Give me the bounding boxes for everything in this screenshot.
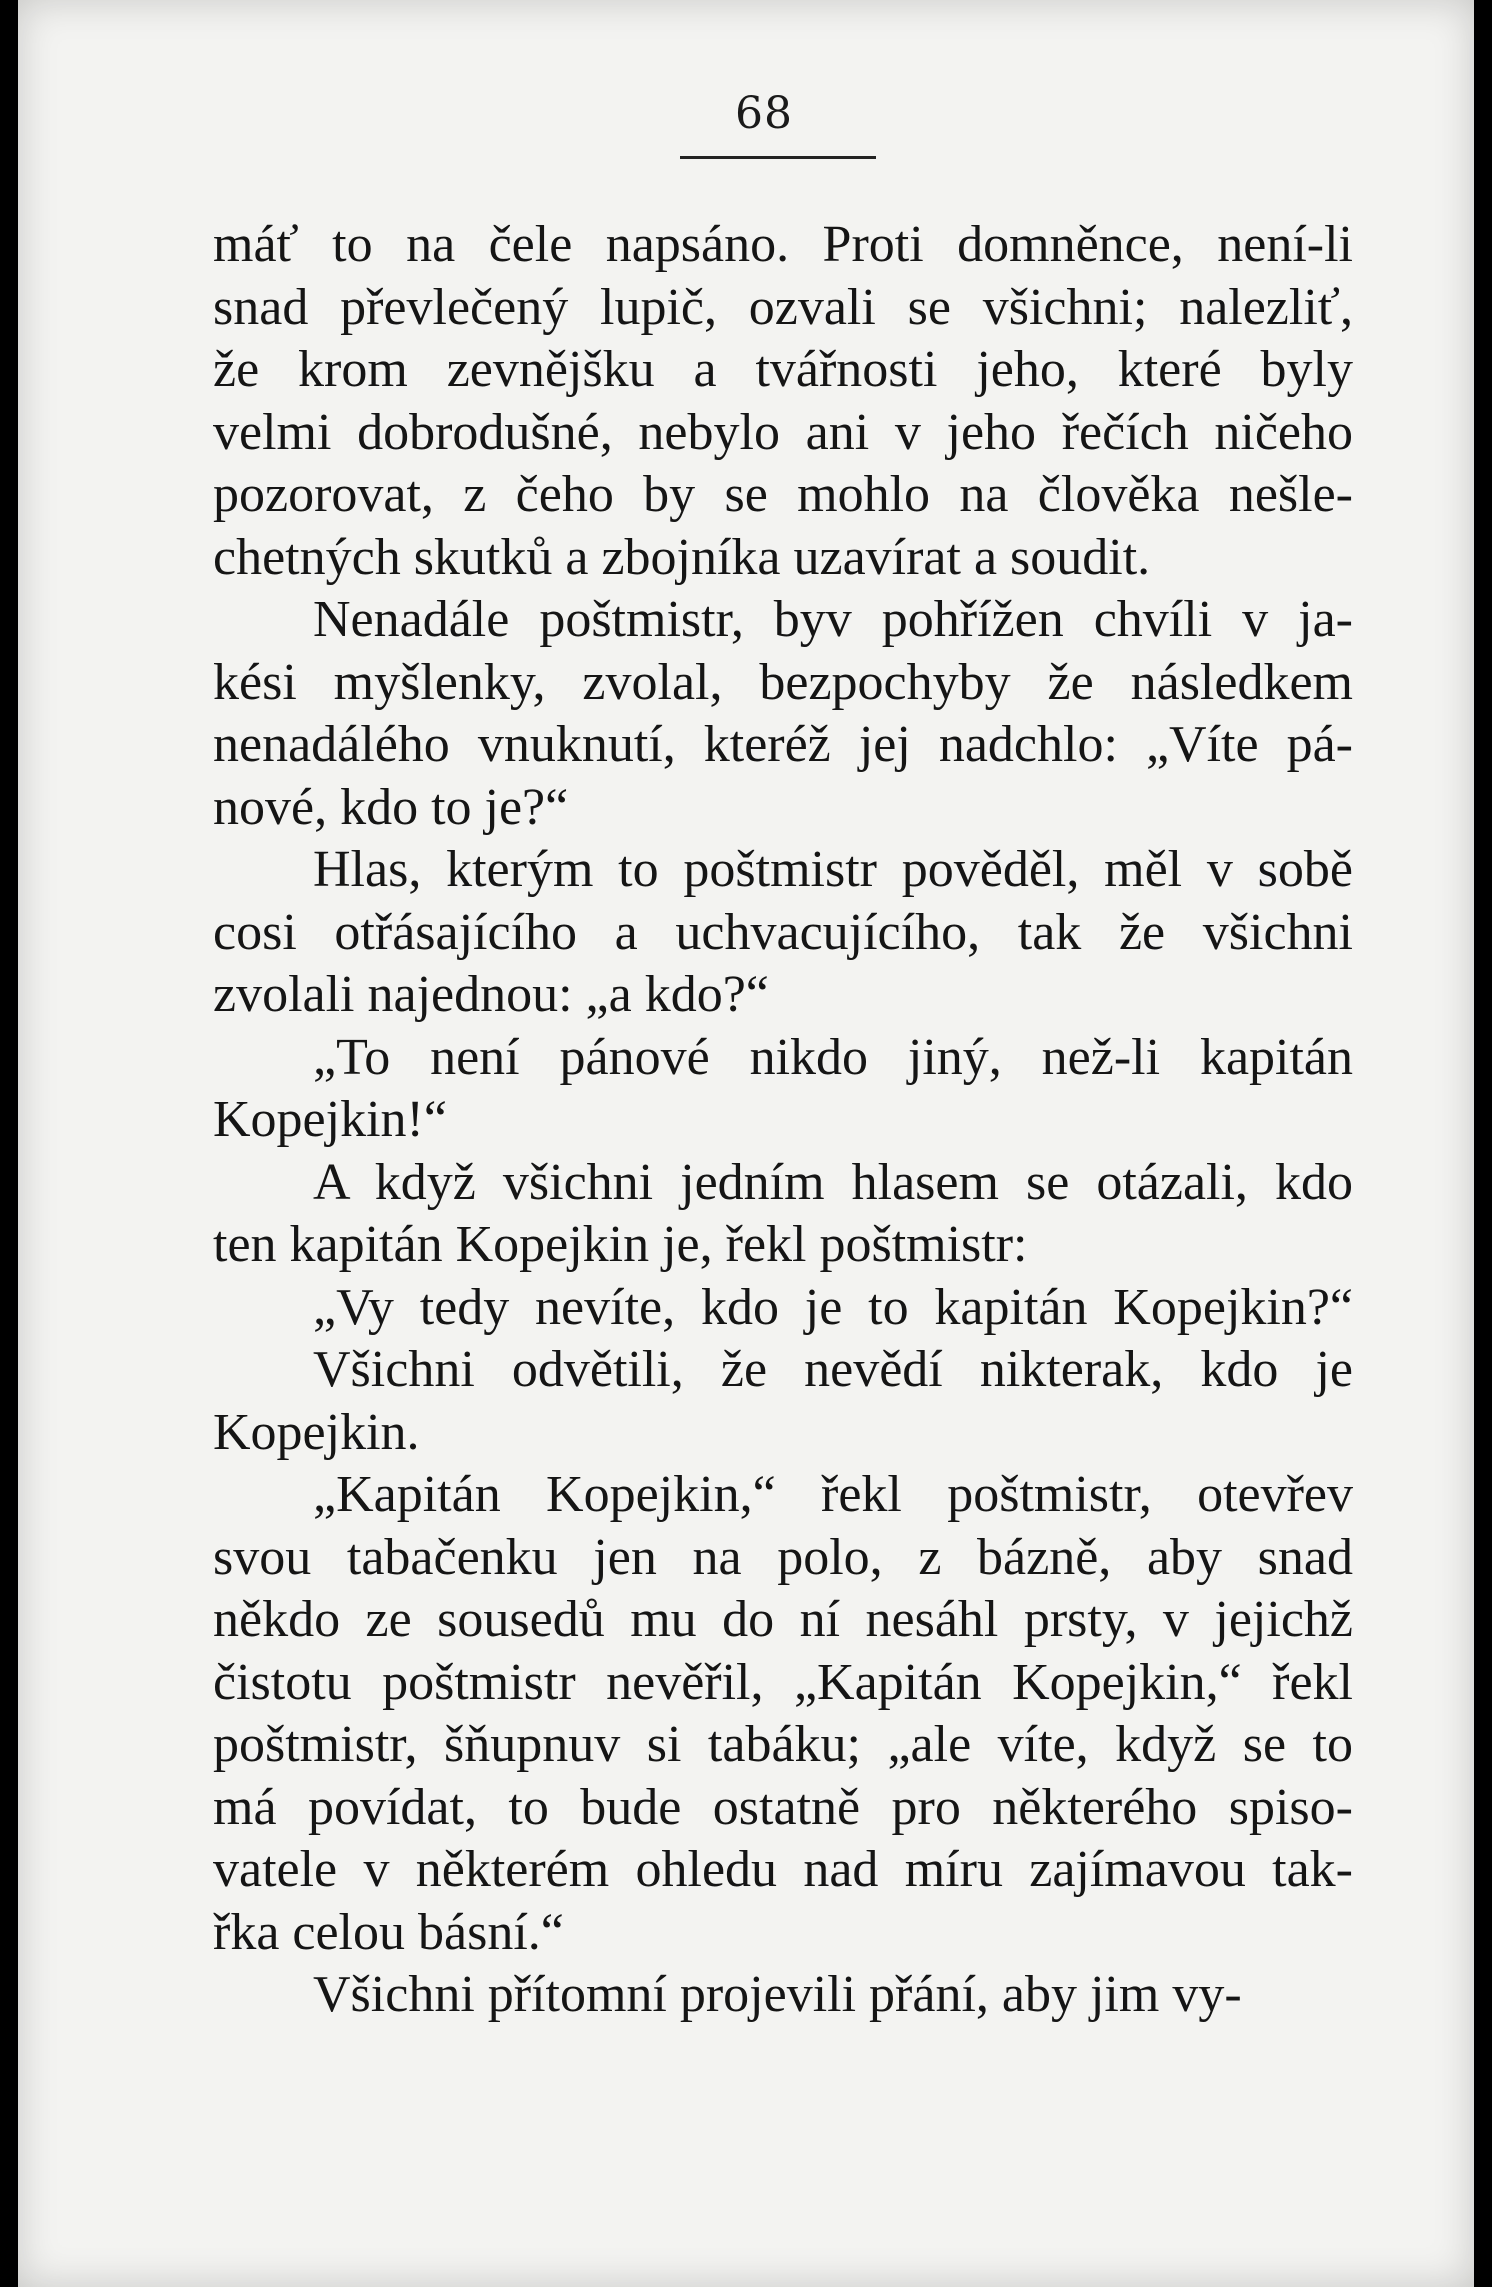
text-line: cosi otřásajícího a uchvacujícího, tak že všichni [213, 903, 1353, 961]
text-line: „Vy tedy nevíte, kdo je to kapitán Kopejkin?“ [313, 1278, 1353, 1336]
text-line: poštmistr, šňupnuv si tabáku; „ale víte, když se to [213, 1716, 1353, 1773]
text-line: Kopejkin!“ [213, 1091, 447, 1148]
text-line: nenadálého vnuknutí, kteréž jej nadchlo: „Víte pá- [213, 716, 1353, 773]
text-line: Všichni odvětili, že nevědí nikterak, kdo je [313, 1341, 1353, 1398]
text-line: čistotu poštmistr nevěřil, „Kapitán Kopejkin,“ řekl [213, 1653, 1353, 1711]
page-edge [1474, 0, 1492, 2287]
text-line: „To není pánové nikdo jiný, než-li kapitán [313, 1028, 1353, 1086]
text-line: Kopejkin. [213, 1403, 420, 1461]
header-rule [680, 156, 876, 159]
text-line: svou tabačenku jen na polo, z bázně, aby snad [213, 1528, 1353, 1586]
text-line: vatele v některém ohledu nad míru zajímavou tak- [213, 1841, 1353, 1898]
page-number: 68 [735, 88, 793, 139]
text-line: A když všichni jedním hlasem se otázali, kdo [313, 1153, 1353, 1211]
text-line: nové, kdo to je?“ [213, 778, 569, 836]
text-line: chetných skutků a zbojníka uzavírat a soudit. [213, 528, 1151, 586]
text-line: Všichni přítomní projevili přání, aby jim vy- [313, 1966, 1242, 2023]
page-scan [18, 0, 1474, 2287]
text-line: „Kapitán Kopejkin,“ řekl poštmistr, otevřev [313, 1466, 1353, 1523]
text-line: ten kapitán Kopejkin je, řekl poštmistr: [213, 1216, 1028, 1273]
text-line: má povídat, to bude ostatně pro některého spiso- [213, 1778, 1353, 1836]
text-line: snad převlečený lupič, ozvali se všichni; nalezliť, [213, 278, 1353, 336]
text-line: máť to na čele napsáno. Proti domněnce, není-li [213, 216, 1353, 273]
text-line: pozorovat, z čeho by se mohlo na člověka nešle- [213, 466, 1353, 523]
text-line: Nenadále poštmistr, byv pohřížen chvíli v ja- [313, 591, 1353, 648]
text-line: kési myšlenky, zvolal, bezpochyby že následkem [213, 653, 1353, 711]
body-text [213, 214, 1353, 2027]
text-line: velmi dobrodušné, nebylo ani v jeho řečích ničeho [213, 403, 1353, 461]
text-line: že krom zevnějšku a tvářnosti jeho, které byly [213, 341, 1353, 398]
text-line: někdo ze sousedů mu do ní nesáhl prsty, v jejichž [213, 1591, 1353, 1648]
text-line: zvolali najednou: „a kdo?“ [213, 966, 769, 1023]
text-line: řka celou básní.“ [213, 1903, 564, 1961]
text-line: Hlas, kterým to poštmistr pověděl, měl v sobě [313, 841, 1353, 898]
